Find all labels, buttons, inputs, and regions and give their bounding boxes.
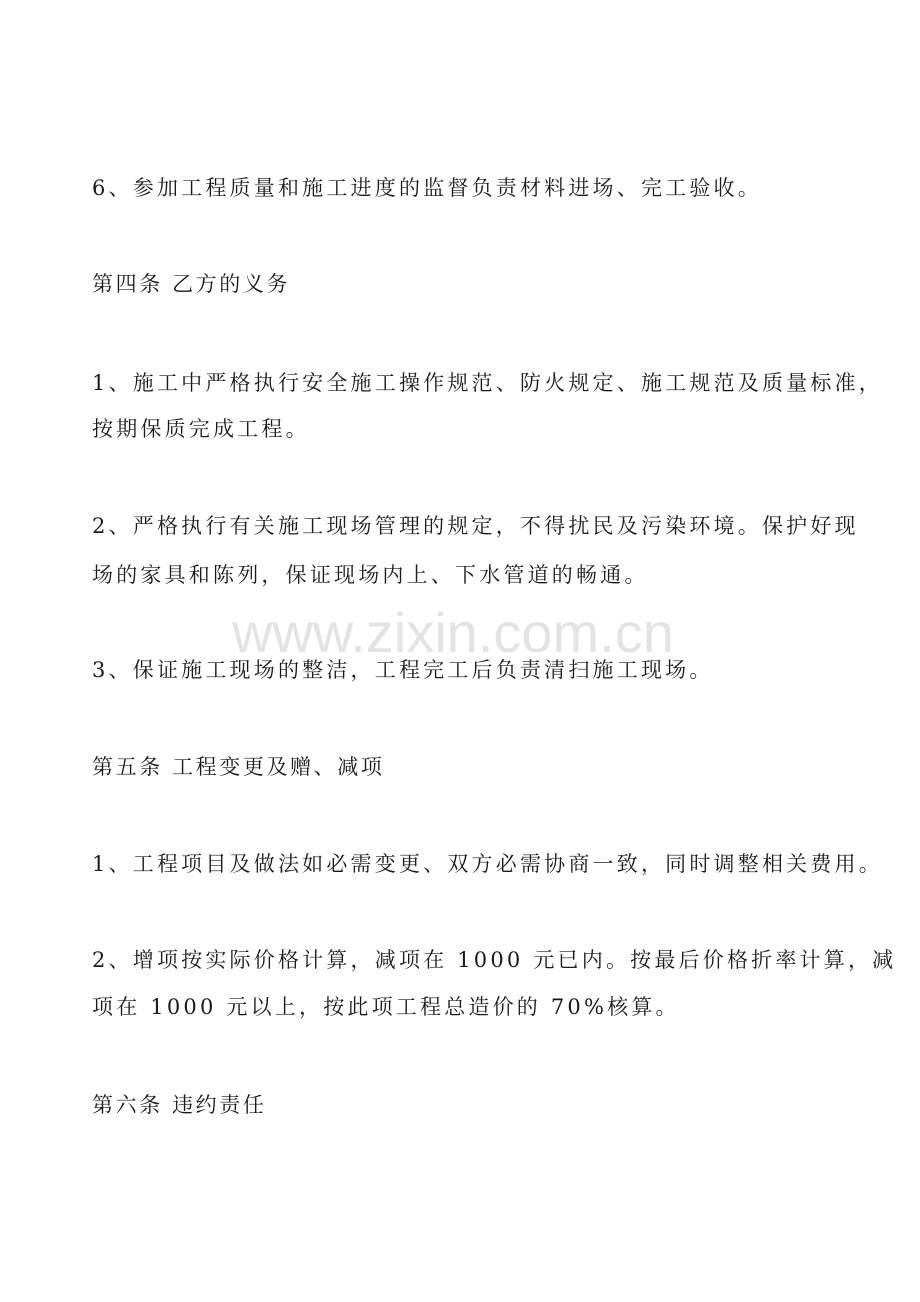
article-4-item-3: 3、保证施工现场的整洁，工程完工后负责清扫施工现场。 [92,658,714,682]
article-5-heading: 第五条 工程变更及赠、减项 [92,755,385,779]
article-4-item-1-line-1: 1、施工中严格执行安全施工操作规范、防火规定、施工规范及质量标准， [92,371,883,395]
article-5-item-1: 1、工程项目及做法如必需变更、双方必需协商一致，同时调整相关费用。 [92,852,883,876]
article-6-heading: 第六条 违约责任 [92,1093,267,1117]
article-5-item-2-line-1: 2、增项按实际价格计算，减项在 1000 元已内。按最后价格折率计算，减 [92,948,897,972]
article-4-item-2-line-1: 2、严格执行有关施工现场管理的规定，不得扰民及污染环境。保护好现 [92,514,859,538]
article-5-item-2-line-2: 项在 1000 元以上，按此项工程总造价的 70%核算。 [92,995,680,1019]
watermark-text: www.zixin.com.cn [232,601,674,664]
article-4-item-1-line-2: 按期保质完成工程。 [92,417,310,441]
article-4-item-2-line-2: 场的家具和陈列，保证现场内上、下水管道的畅通。 [92,563,649,587]
article-4-heading: 第四条 乙方的义务 [92,272,291,296]
clause-3-item-6: 6、参加工程质量和施工进度的监督负责材料进场、完工验收。 [92,176,762,200]
